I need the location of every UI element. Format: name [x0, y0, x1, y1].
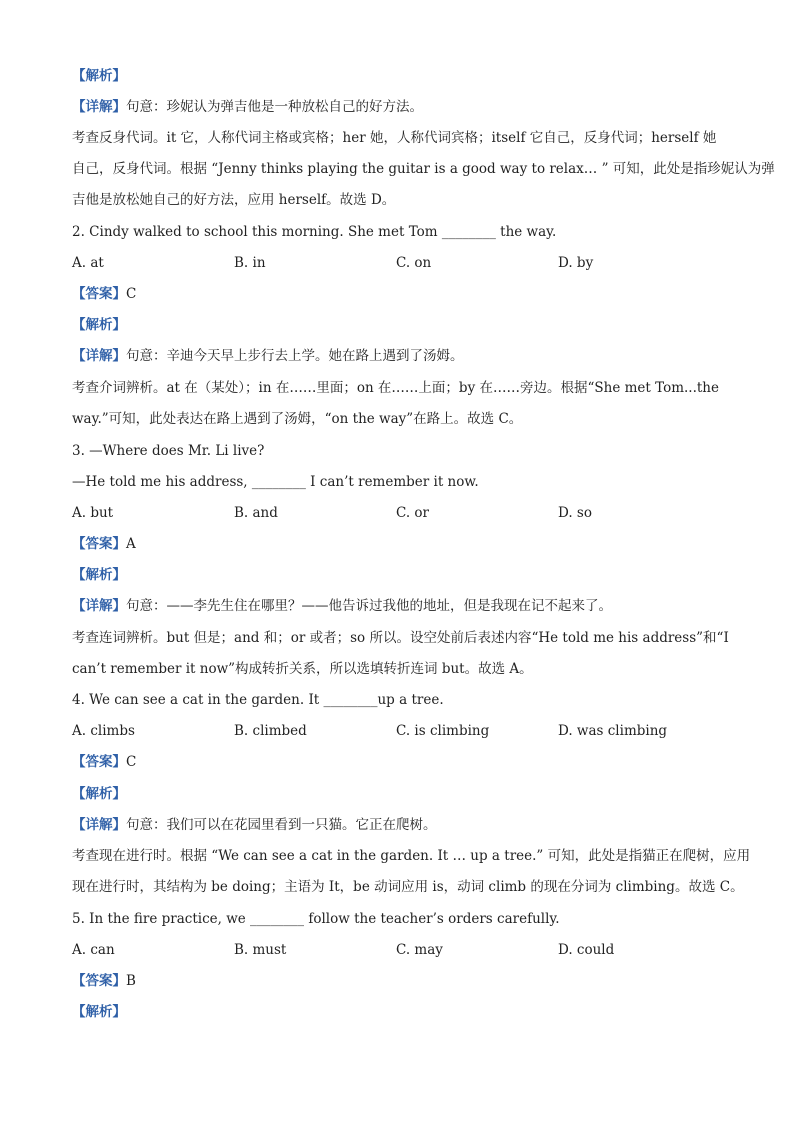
option-b: B. in	[234, 255, 266, 271]
analysis-heading: 【解析】	[72, 317, 126, 333]
analysis-heading: 【解析】	[72, 1004, 126, 1020]
explanation-line: can’t remember it now”构成转折关系，所以选填转折连词 but。故选 A。	[72, 661, 533, 677]
option-d: D. so	[558, 505, 592, 521]
options-row-q5	[72, 940, 724, 960]
detail-tag: 【详解】	[72, 99, 126, 115]
options-row-q4	[72, 721, 724, 741]
answer-line	[72, 284, 724, 304]
answer-value: C	[126, 754, 137, 770]
option-d: D. could	[558, 942, 615, 958]
answer-tag: 【答案】	[72, 973, 126, 989]
options-row-q2	[72, 253, 724, 273]
detail-line	[72, 596, 724, 616]
option-d: D. was climbing	[558, 723, 668, 739]
option-c: C. on	[396, 255, 432, 271]
detail-tag: 【详解】	[72, 598, 126, 614]
detail-line	[72, 97, 724, 117]
explanation-line: 考查反身代词。it 它，人称代词主格或宾格；her 她，人称代词宾格；itself 它自己，反身代词；herself 她	[72, 130, 717, 146]
detail-tag: 【详解】	[72, 348, 126, 364]
option-a: A. at	[72, 255, 104, 271]
detail-tag: 【详解】	[72, 817, 126, 833]
option-a: A. can	[72, 942, 115, 958]
answer-tag: 【答案】	[72, 536, 126, 552]
detail-line	[72, 346, 724, 366]
option-a: A. but	[72, 505, 114, 521]
question-4: 4. We can see a cat in the garden. It ________up a tree.	[72, 692, 444, 708]
analysis-heading: 【解析】	[72, 786, 126, 802]
answer-value: C	[126, 286, 137, 302]
option-b: B. climbed	[234, 723, 307, 739]
answer-value: A	[126, 536, 136, 552]
option-c: C. or	[396, 505, 430, 521]
answer-line	[72, 752, 724, 772]
answer-tag: 【答案】	[72, 754, 126, 770]
option-b: B. must	[234, 942, 287, 958]
explanation-line: 考查现在进行时。根据 “We can see a cat in the garden. It … up a tree.” 可知，此处是指猫正在爬树，应用	[72, 848, 751, 864]
explanation-line: 现在进行时，其结构为 be doing；主语为 It，be 动词应用 is，动词 climb 的现在分词为 climbing。故选 C。	[72, 879, 744, 895]
question-5: 5. In the fire practice, we ________ follow the teacher’s orders carefully.	[72, 911, 560, 927]
option-c: C. is climbing	[396, 723, 490, 739]
analysis-heading: 【解析】	[72, 567, 126, 583]
explanation-line: way.”可知，此处表达在路上遇到了汤姆，“on the way”在路上。故选 C。	[72, 411, 523, 427]
detail-text: 句意：——李先生住在哪里？——他告诉过我他的地址，但是我现在记不起来了。	[126, 598, 612, 614]
answer-line	[72, 534, 724, 554]
explanation-line: 考查连词辨析。but 但是；and 和；or 或者；so 所以。设空处前后表述内容“He told me his address”和“I	[72, 630, 729, 646]
explanation-line: 吉他是放松她自己的好方法，应用 herself。故选 D。	[72, 192, 396, 208]
question-3: 3. —Where does Mr. Li live?	[72, 443, 265, 459]
question-3-line-2: —He told me his address, ________ I can’t remember it now.	[72, 474, 479, 490]
detail-text: 句意：辛迪今天早上步行去上学。她在路上遇到了汤姆。	[126, 348, 464, 364]
question-2: 2. Cindy walked to school this morning. She met Tom ________ the way.	[72, 224, 557, 240]
option-a: A. climbs	[72, 723, 135, 739]
option-b: B. and	[234, 505, 278, 521]
explanation-line: 考查介词辨析。at 在（某处）；in 在……里面；on 在……上面；by 在……旁边。根据“She met Tom...the	[72, 380, 719, 396]
explanation-line: 自己，反身代词。根据 “Jenny thinks playing the guitar is a good way to relax… ” 可知，此处是指珍妮认为弹	[72, 161, 775, 177]
analysis-heading: 【解析】	[72, 68, 126, 84]
options-row-q3	[72, 503, 724, 523]
answer-line	[72, 971, 724, 991]
detail-line	[72, 815, 724, 835]
detail-text: 句意：珍妮认为弹吉他是一种放松自己的好方法。	[126, 99, 423, 115]
option-c: C. may	[396, 942, 443, 958]
detail-text: 句意：我们可以在花园里看到一只猫。它正在爬树。	[126, 817, 437, 833]
option-d: D. by	[558, 255, 594, 271]
answer-tag: 【答案】	[72, 286, 126, 302]
answer-value: B	[126, 973, 136, 989]
